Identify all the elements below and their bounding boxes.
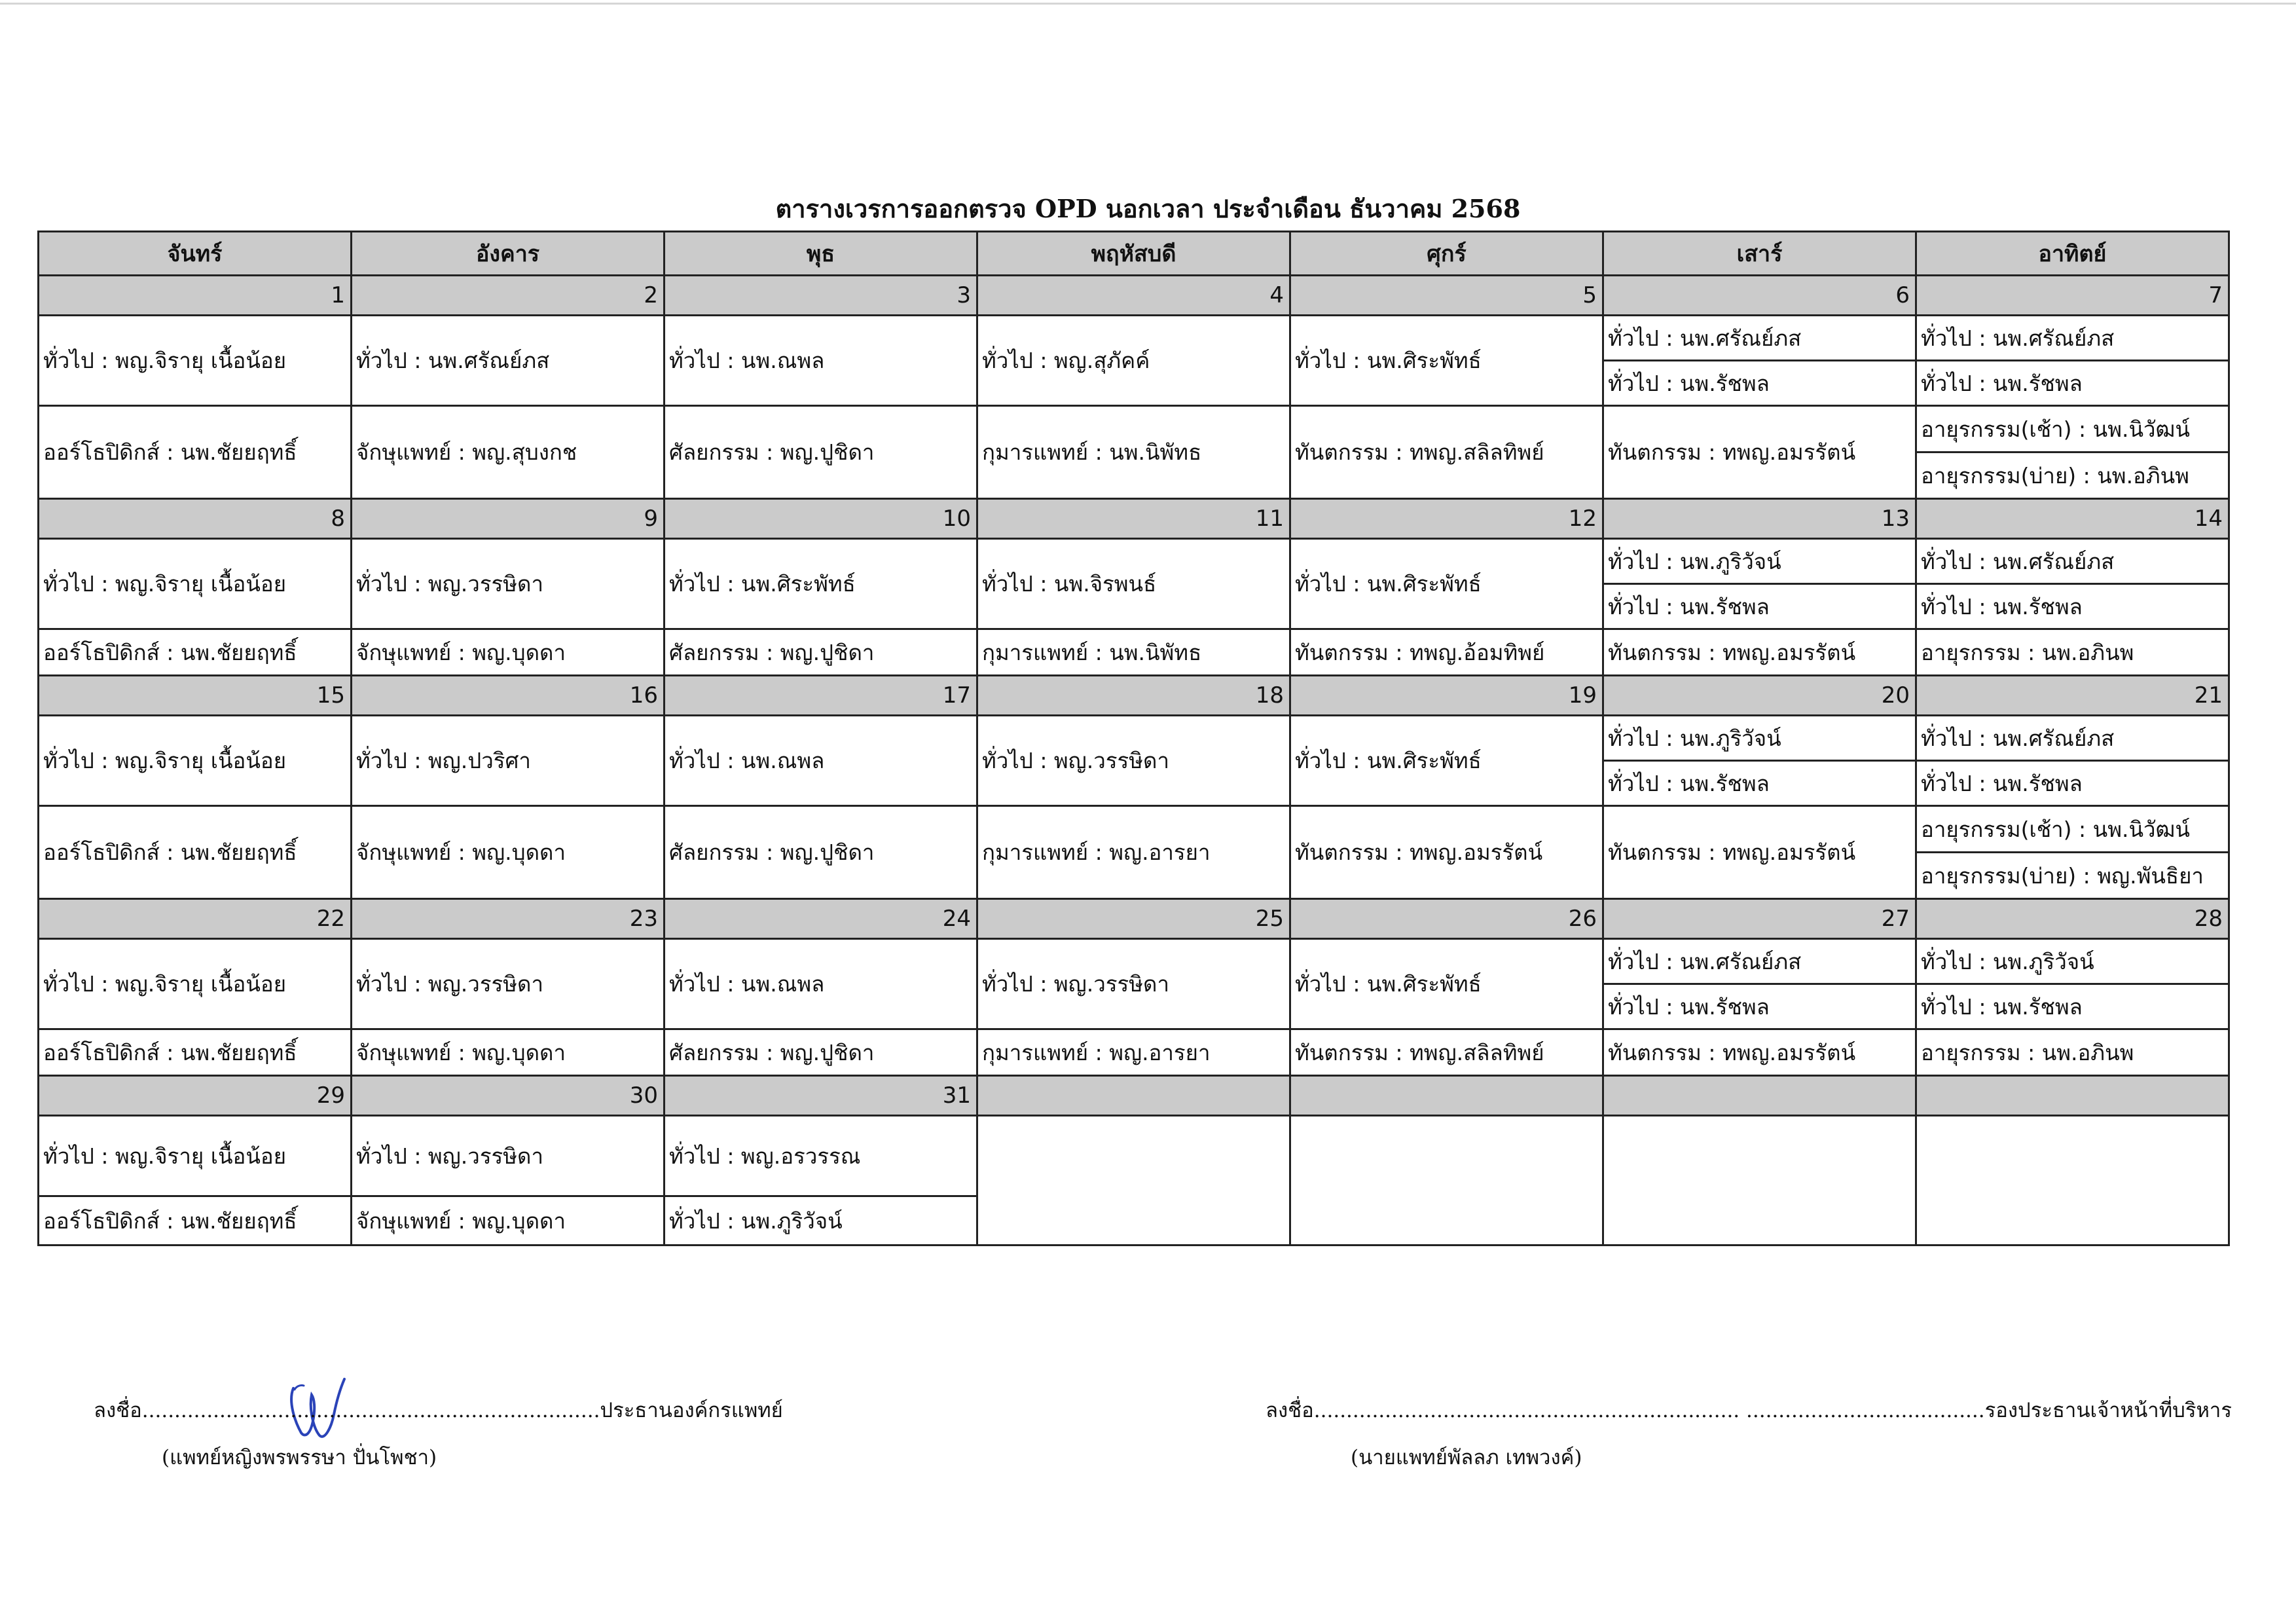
date-row (39, 276, 2229, 316)
date-number: 19 (1290, 676, 1603, 716)
duty-cell: ทั่วไป : นพ.ภูริวัจน์ (1603, 716, 1916, 761)
date-row (39, 1076, 2229, 1116)
date-number: 13 (1603, 499, 1916, 539)
weekday-header: ศุกร์ (1290, 232, 1603, 276)
duty-cell: ทันตกรรม : ทพญ.อมรรัตน์ (1603, 629, 1916, 676)
duty-cell: อายุรกรรม : นพ.อภินพ (1916, 629, 2229, 676)
duty-cell: ศัลยกรรม : พญ.ปูชิดา (665, 406, 977, 499)
duty-cell: ทันตกรรม : ทพญ.อ้อมทิพย์ (1290, 629, 1603, 676)
duty-cell: ทั่วไป : นพ.รัชพล (1916, 984, 2229, 1029)
duty-cell: ทั่วไป : พญ.อรวรรณ (665, 1116, 977, 1196)
duty-cell: ทั่วไป : นพ.ศรัณย์ภส (1916, 316, 2229, 361)
duty-cell: ออร์โธปิดิกส์ : นพ.ชัยยฤทธิ์ (39, 806, 352, 899)
duty-cell: ทั่วไป : นพ.รัชพล (1603, 361, 1916, 406)
duty-cell: อายุรกรรม(เช้า) : นพ.นิวัฒน์ (1916, 806, 2229, 853)
duty-row (39, 939, 2229, 984)
duty-cell: ศัลยกรรม : พญ.ปูชิดา (665, 806, 977, 899)
duty-row (39, 316, 2229, 361)
duty-cell: กุมารแพทย์ : พญ.อารยา (977, 1029, 1290, 1076)
date-number: 5 (1290, 276, 1603, 316)
duty-cell: ทั่วไป : นพ.ศิระพัทธ์ (1290, 716, 1603, 806)
empty-cell (1603, 1116, 1916, 1246)
date-number: 21 (1916, 676, 2229, 716)
duty-cell: ทั่วไป : พญ.วรรษิดา (352, 1116, 665, 1196)
weekday-header: จันทร์ (39, 232, 352, 276)
duty-cell: ทั่วไป : พญ.จิรายุ เนื้อน้อย (39, 316, 352, 406)
weekday-header: เสาร์ (1603, 232, 1916, 276)
duty-cell: ทั่วไป : นพ.ศรัณย์ภส (1916, 716, 2229, 761)
date-number (1603, 1076, 1916, 1116)
empty-cell (977, 1116, 1290, 1246)
date-number: 27 (1603, 899, 1916, 939)
duty-cell: จักษุแพทย์ : พญ.บุดดา (352, 806, 665, 899)
duty-cell: ออร์โธปิดิกส์ : นพ.ชัยยฤทธิ์ (39, 406, 352, 499)
duty-cell: ทั่วไป : นพ.จิรพนธ์ (977, 539, 1290, 629)
date-number: 31 (665, 1076, 977, 1116)
duty-cell: ทั่วไป : พญ.จิรายุ เนื้อน้อย (39, 1116, 352, 1196)
date-number: 18 (977, 676, 1290, 716)
date-number: 11 (977, 499, 1290, 539)
date-number: 6 (1603, 276, 1916, 316)
duty-cell: ทั่วไป : นพ.ณพล (665, 316, 977, 406)
date-number: 17 (665, 676, 977, 716)
duty-cell: ทั่วไป : พญ.จิรายุ เนื้อน้อย (39, 939, 352, 1029)
date-number: 30 (352, 1076, 665, 1116)
date-number: 29 (39, 1076, 352, 1116)
duty-cell: ทั่วไป : พญ.วรรษิดา (352, 539, 665, 629)
right-signer-name: (นายแพทย์พัลลภ เทพวงค์) (1351, 1446, 1582, 1469)
duty-cell: จักษุแพทย์ : พญ.บุดดา (352, 1029, 665, 1076)
date-number: 20 (1603, 676, 1916, 716)
duty-cell: ทั่วไป : นพ.ภูริวัจน์ (1916, 939, 2229, 984)
date-number: 7 (1916, 276, 2229, 316)
duty-cell: อายุรกรรม : นพ.อภินพ (1916, 1029, 2229, 1076)
duty-cell: จักษุแพทย์ : พญ.บุดดา (352, 1196, 665, 1246)
duty-cell: ทั่วไป : นพ.ศิระพัทธ์ (1290, 316, 1603, 406)
duty-row (39, 806, 2229, 853)
duty-cell: กุมารแพทย์ : นพ.นิพัทธ (977, 629, 1290, 676)
duty-cell: ทั่วไป : นพ.รัชพล (1603, 584, 1916, 629)
duty-cell: จักษุแพทย์ : พญ.สุบงกช (352, 406, 665, 499)
duty-cell: ทันตกรรม : ทพญ.อมรรัตน์ (1603, 406, 1916, 499)
duty-cell: ทั่วไป : นพ.รัชพล (1603, 984, 1916, 1029)
weekday-header: พฤหัสบดี (977, 232, 1290, 276)
duty-cell: ออร์โธปิดิกส์ : นพ.ชัยยฤทธิ์ (39, 629, 352, 676)
date-number: 4 (977, 276, 1290, 316)
duty-cell: ทันตกรรม : ทพญ.สลิลทิพย์ (1290, 1029, 1603, 1076)
duty-cell: ทั่วไป : พญ.จิรายุ เนื้อน้อย (39, 716, 352, 806)
date-number: 3 (665, 276, 977, 316)
empty-cell (1290, 1116, 1603, 1246)
duty-row (39, 539, 2229, 584)
weekday-header: อังคาร (352, 232, 665, 276)
date-number (977, 1076, 1290, 1116)
date-number: 10 (665, 499, 977, 539)
duty-cell: ทั่วไป : พญ.ปวริศา (352, 716, 665, 806)
date-number: 14 (1916, 499, 2229, 539)
duty-cell: ทั่วไป : นพ.ศรัณย์ภส (1603, 316, 1916, 361)
duty-cell: อายุรกรรม(เช้า) : นพ.นิวัฒน์ (1916, 406, 2229, 452)
duty-cell: ออร์โธปิดิกส์ : นพ.ชัยยฤทธิ์ (39, 1029, 352, 1076)
date-number: 12 (1290, 499, 1603, 539)
date-number: 22 (39, 899, 352, 939)
left-signature-line: ลงชื่อ.......................................................................ประธานองค์กรแพทย์ (94, 1399, 783, 1422)
duty-cell: ทั่วไป : นพ.ศรัณย์ภส (352, 316, 665, 406)
duty-cell: ทันตกรรม : ทพญ.อมรรัตน์ (1603, 806, 1916, 899)
duty-row (39, 1029, 2229, 1076)
left-signer-name: (แพทย์หญิงพรพรรษา ปั่นโพชา) (162, 1446, 437, 1469)
date-number: 8 (39, 499, 352, 539)
right-signature-line: ลงชื่อ.................................................................. .....................................รองประธานเจ้าหน้าที่บริหาร (1266, 1399, 2232, 1422)
duty-cell: ทั่วไป : นพ.ณพล (665, 939, 977, 1029)
date-number: 23 (352, 899, 665, 939)
date-number: 26 (1290, 899, 1603, 939)
duty-cell: ทันตกรรม : ทพญ.อมรรัตน์ (1290, 806, 1603, 899)
duty-cell: อายุรกรรม(บ่าย) : พญ.พันธิยา (1916, 853, 2229, 899)
duty-cell: ทั่วไป : พญ.สุภัคค์ (977, 316, 1290, 406)
duty-cell: ศัลยกรรม : พญ.ปูชิดา (665, 629, 977, 676)
duty-row (39, 716, 2229, 761)
date-number (1290, 1076, 1603, 1116)
date-number: 1 (39, 276, 352, 316)
date-number: 28 (1916, 899, 2229, 939)
date-row (39, 499, 2229, 539)
duty-cell: ทั่วไป : นพ.ศรัณย์ภส (1916, 539, 2229, 584)
duty-cell: ทั่วไป : พญ.วรรษิดา (352, 939, 665, 1029)
duty-cell: จักษุแพทย์ : พญ.บุดดา (352, 629, 665, 676)
schedule-table (37, 231, 2230, 1246)
duty-cell: ทั่วไป : นพ.ศิระพัทธ์ (1290, 539, 1603, 629)
duty-row (39, 406, 2229, 452)
duty-cell: ทั่วไป : นพ.ภูริวัจน์ (665, 1196, 977, 1246)
weekday-header-row (39, 232, 2229, 276)
duty-cell: ทั่วไป : นพ.รัชพล (1603, 761, 1916, 806)
scan-edge-line (0, 3, 2296, 5)
date-number: 9 (352, 499, 665, 539)
duty-row (39, 1116, 2229, 1196)
date-number: 24 (665, 899, 977, 939)
duty-cell: ทั่วไป : นพ.รัชพล (1916, 761, 2229, 806)
date-number: 2 (352, 276, 665, 316)
duty-cell: ทั่วไป : นพ.ศิระพัทธ์ (665, 539, 977, 629)
duty-cell: ทั่วไป : นพ.ศิระพัทธ์ (1290, 939, 1603, 1029)
date-number: 25 (977, 899, 1290, 939)
weekday-header: พุธ (665, 232, 977, 276)
page-title: ตารางเวรการออกตรวจ OPD นอกเวลา ประจำเดือน ธันวาคม 2568 (775, 194, 1521, 223)
duty-cell: ทั่วไป : พญ.จิรายุ เนื้อน้อย (39, 539, 352, 629)
duty-cell: กุมารแพทย์ : นพ.นิพัทธ (977, 406, 1290, 499)
duty-cell: ทั่วไป : พญ.วรรษิดา (977, 939, 1290, 1029)
date-number: 16 (352, 676, 665, 716)
duty-row (39, 629, 2229, 676)
duty-cell: ศัลยกรรม : พญ.ปูชิดา (665, 1029, 977, 1076)
duty-cell: ออร์โธปิดิกส์ : นพ.ชัยยฤทธิ์ (39, 1196, 352, 1246)
duty-cell: ทันตกรรม : ทพญ.อมรรัตน์ (1603, 1029, 1916, 1076)
duty-cell: ทั่วไป : นพ.ณพล (665, 716, 977, 806)
date-number: 15 (39, 676, 352, 716)
duty-cell: อายุรกรรม(บ่าย) : นพ.อภินพ (1916, 452, 2229, 499)
duty-cell: ทั่วไป : นพ.ภูริวัจน์ (1603, 539, 1916, 584)
duty-cell: ทั่วไป : นพ.รัชพล (1916, 584, 2229, 629)
date-row (39, 676, 2229, 716)
date-row (39, 899, 2229, 939)
duty-cell: กุมารแพทย์ : พญ.อารยา (977, 806, 1290, 899)
empty-cell (1916, 1116, 2229, 1246)
duty-cell: ทั่วไป : พญ.วรรษิดา (977, 716, 1290, 806)
duty-cell: ทั่วไป : นพ.ศรัณย์ภส (1603, 939, 1916, 984)
weekday-header: อาทิตย์ (1916, 232, 2229, 276)
duty-cell: ทั่วไป : นพ.รัชพล (1916, 361, 2229, 406)
date-number (1916, 1076, 2229, 1116)
duty-cell: ทันตกรรม : ทพญ.สลิลทิพย์ (1290, 406, 1603, 499)
